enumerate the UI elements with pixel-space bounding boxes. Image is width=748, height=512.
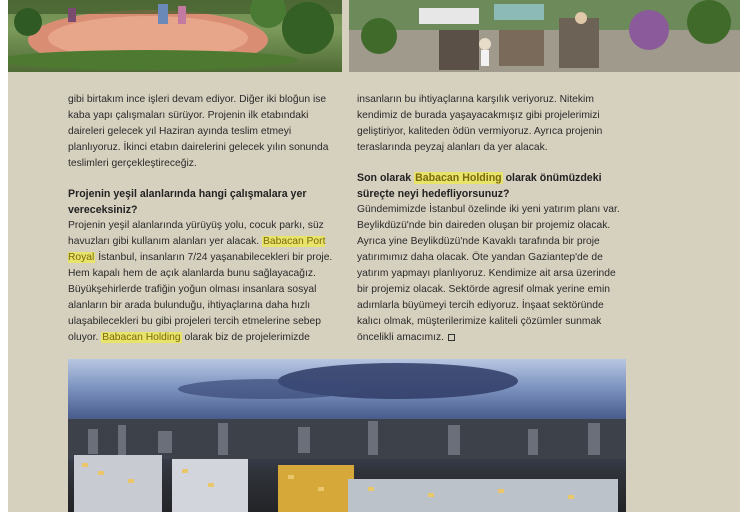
garden-playground-photo	[8, 0, 342, 72]
right-heading-text-b: olarak önümüzdeki süreçte neyi hedefliyorsunuz?	[357, 172, 602, 200]
right-paragraph-1: insanların bu ihtiyaçlarına karşılık veriyoruz. Nitekim kendimiz de burada yaşayacakmışız gibi projelerimizi geliştiriyor, kaliteden ödün vermiyoruz. Ayrıca projenin teraslarında peyzaj alanları da yer alacak.	[357, 94, 603, 153]
end-of-article-icon	[448, 334, 455, 341]
right-heading-text-a: Son olarak	[357, 172, 415, 184]
right-question-heading	[357, 170, 627, 202]
left-question-heading: Projenin yeşil alanlarında hangi çalışmalara yer vereceksiniz?	[68, 188, 307, 216]
babacan-holding-highlight: Babacan Holding	[102, 332, 181, 343]
left-paragraph-2-text-b: İstanbul, insanların 7/24 yaşanabilecekleri bir proje. Hem kapalı hem de açık alanlarda bunu sağlayacağız. Büyükşehirlerde trafiğin yoğun olması insanlara sosyal alanların bir arada bulunduğu, ihtiyaçlarına daha hızlı ulaşabilecekleri bu gibi projeleri tercih etmelerine sebep oluyor.	[68, 252, 333, 343]
left-text-column	[68, 92, 338, 346]
right-text-column	[357, 92, 627, 346]
magazine-page	[8, 0, 740, 512]
left-paragraph-1: gibi birtakım ince işleri devam ediyor. Diğer iki bloğun ise kaba yapı çalışmaları sürüyor. Projenin ilk etabındaki daireleri gelecek yıl Haziran ayında teslim etmeyi planlıyoruz. İkinci etabın dairelerini gelecek yılın sonunda teslimleri gerçekleştireceğiz.	[68, 94, 329, 169]
left-paragraph-2-text-c: olarak biz de projelerimizde	[181, 332, 310, 343]
garden-photo-graphic	[8, 0, 342, 72]
right-paragraph-2	[357, 202, 627, 346]
terrace-photo-graphic	[349, 0, 740, 72]
right-paragraph-2-text: Gündemimizde İstanbul özelinde iki yeni yatırım planı var. Beylikdüzü'nde bin daireden oluşan bir projemiz olacak. Ayrıca yine Beylikdüzü'nde Kavaklı tarafında bir proje yatırımımız daha olacak. Öte yandan Gaziantep'de de yatırım yapmayı planlıyoruz. Kendimize ait arsa üzerinde bir projemiz olacak. Sektörde agresif olmak yerine emin adımlarla büyümeyi tercih ediyoruz. İnşaat sektöründe kalıcı olmak, müşterilerimize kaliteli çözümler sunmak öncelikli amacımız.	[357, 204, 620, 343]
rooftop-terrace-photo	[349, 0, 740, 72]
building-render-graphic	[68, 359, 626, 512]
babacan-port-royal-highlight: Babacan Port Royal	[68, 236, 326, 263]
left-paragraph-2-text-a: Projenin yeşil alanlarında yürüyüş yolu, cocuk parkı, süz havuzları gibi kullanım alanları yer alacak.	[68, 220, 324, 247]
building-render-photo	[68, 359, 626, 512]
babacan-holding-heading-highlight: Babacan Holding	[415, 172, 502, 184]
left-paragraph-2	[68, 218, 338, 346]
